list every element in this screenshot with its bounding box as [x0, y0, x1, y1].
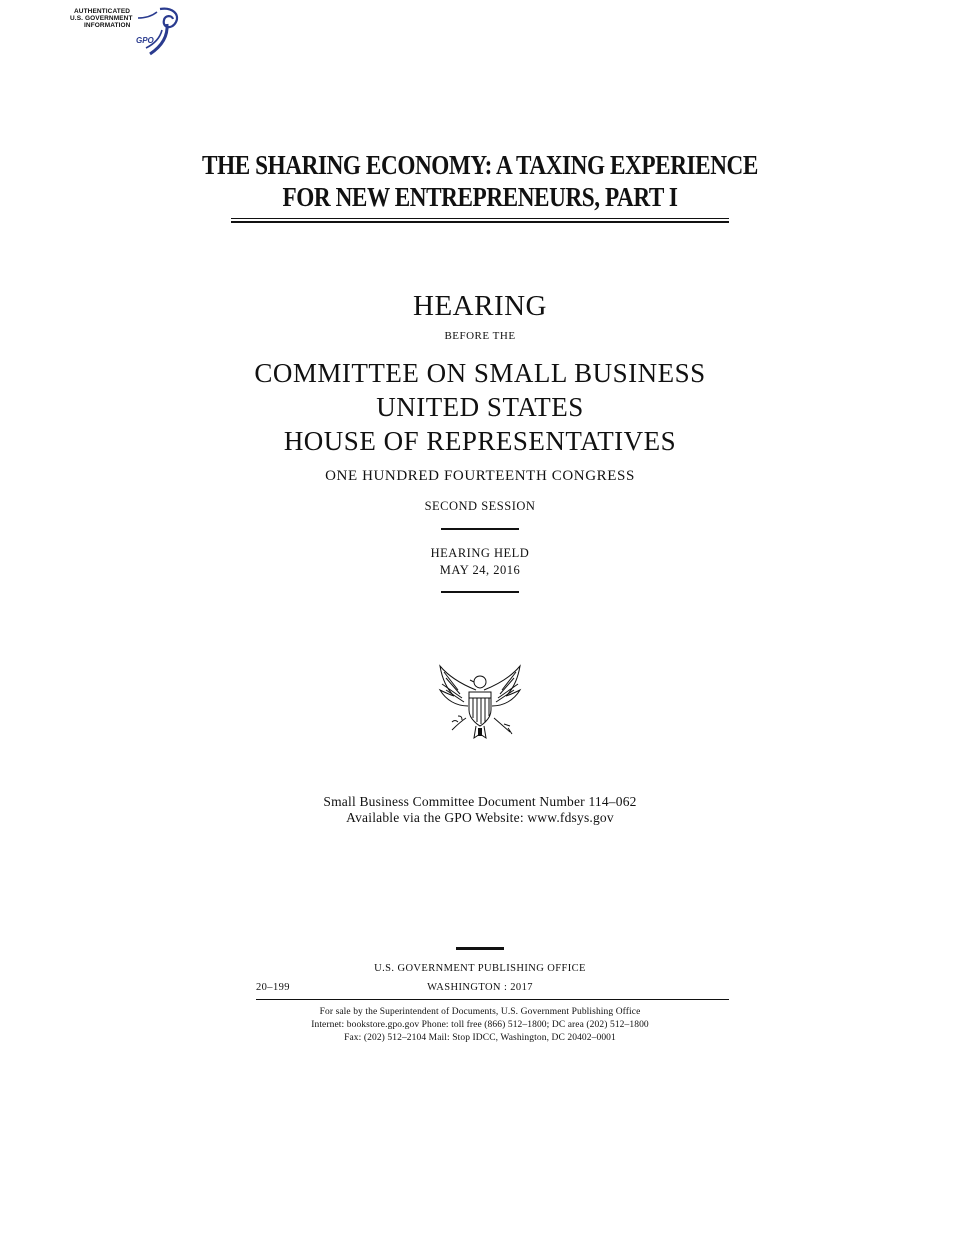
- footer-rule: [256, 999, 729, 1000]
- session-line: SECOND SESSION: [424, 499, 536, 513]
- title-rule-top: [231, 218, 729, 219]
- gpo-website-line: Available via the GPO Website: www.fdsys.gov: [346, 810, 614, 825]
- hearing-held-label: HEARING HELD: [430, 546, 530, 560]
- sale-info-line-3: Fax: (202) 512–2104 Mail: Stop IDCC, Washington, DC 20402–0001: [344, 1033, 616, 1043]
- logo-line-authenticated: AUTHENTICATED: [74, 8, 131, 15]
- logo-line-information: INFORMATION: [84, 22, 131, 29]
- session-rule: [441, 528, 519, 530]
- congress-line: ONE HUNDRED FOURTEENTH CONGRESS: [325, 468, 635, 484]
- sale-info-line-2: Internet: bookstore.gpo.gov Phone: toll free (866) 512–1800; DC area (202) 512–1800: [311, 1020, 649, 1030]
- gpo-authenticated-logo: [70, 6, 184, 58]
- document-title-line-1: THE SHARING ECONOMY: A TAXING EXPERIENCE: [202, 150, 758, 180]
- job-number: 20–199: [256, 982, 290, 993]
- before-the-label: BEFORE THE: [444, 330, 516, 342]
- hearing-date: MAY 24, 2016: [439, 563, 521, 577]
- united-states-line: UNITED STATES: [376, 392, 584, 422]
- committee-name: COMMITTEE ON SMALL BUSINESS: [254, 358, 706, 388]
- publishing-office: U.S. GOVERNMENT PUBLISHING OFFICE: [374, 963, 586, 974]
- logo-line-government: U.S. GOVERNMENT: [70, 15, 133, 22]
- sale-info-line-1: For sale by the Superintendent of Documents, U.S. Government Publishing Office: [319, 1007, 641, 1017]
- logo-gpo-mark: GPO: [136, 36, 154, 45]
- hearing-heading: HEARING: [413, 290, 547, 322]
- eagle-seal-icon: [436, 660, 524, 742]
- place-and-year: WASHINGTON : 2017: [427, 982, 533, 993]
- committee-document-number: Small Business Committee Document Number 114–062: [323, 794, 637, 809]
- title-rule-bottom: [231, 221, 729, 223]
- eagle-swoosh-icon: [132, 6, 182, 58]
- house-of-representatives-line: HOUSE OF REPRESENTATIVES: [283, 426, 677, 456]
- publisher-rule: [456, 947, 504, 950]
- date-rule: [441, 591, 519, 593]
- document-title-line-2: FOR NEW ENTREPRENEURS, PART I: [282, 182, 678, 212]
